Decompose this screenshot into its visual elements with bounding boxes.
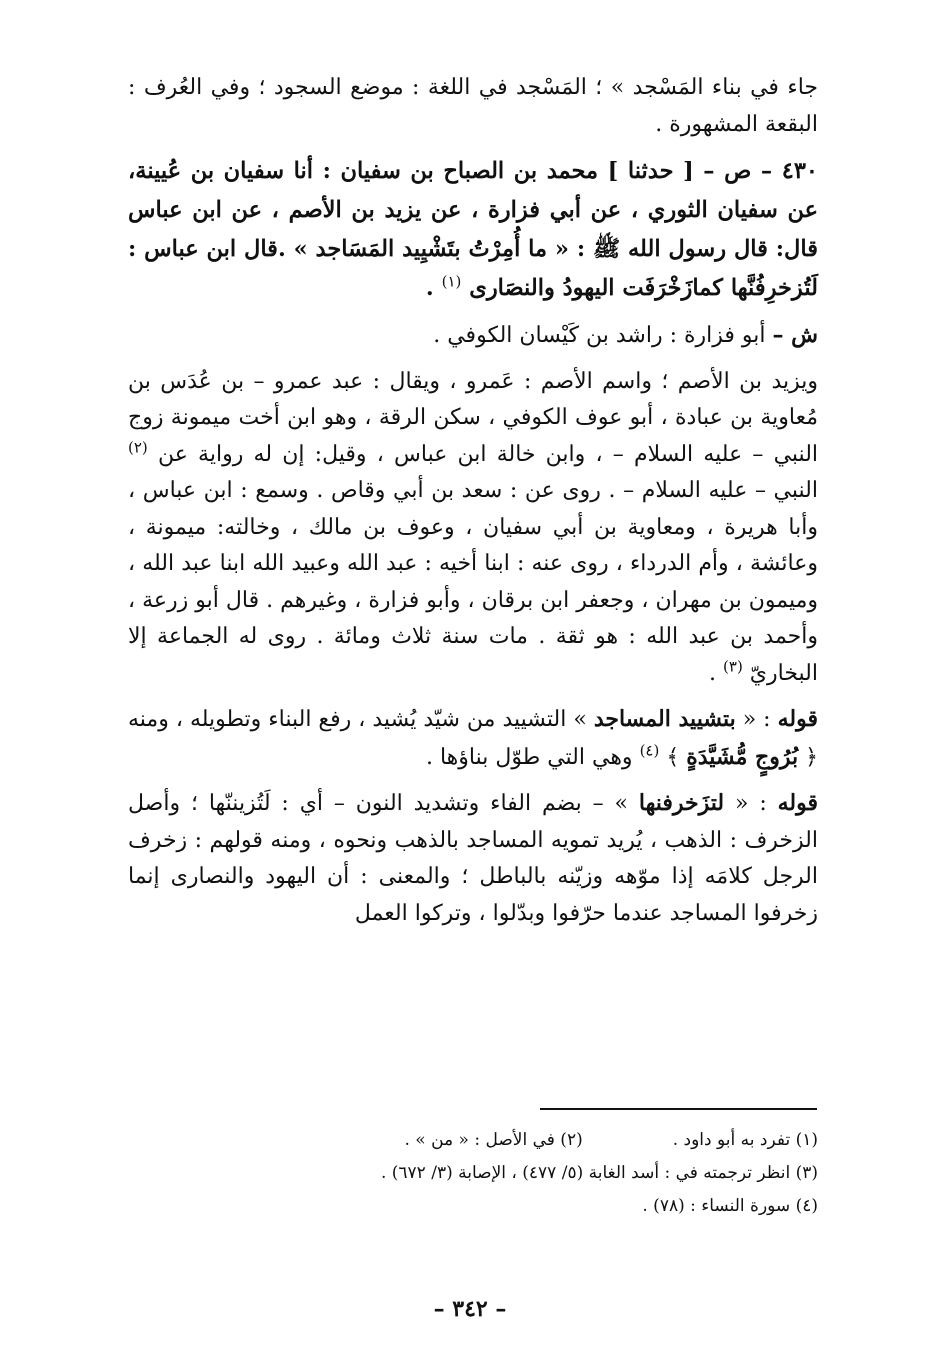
tashyid-text-3: ﴾ (666, 744, 687, 770)
paragraph-zakhrafa (128, 785, 818, 932)
footnote-3: (٣) انظر ترجمته في : أسد الغابة (٥/ ٤٧٧) ، الإصابة (٣/ ٦٧٢) . (380, 1163, 818, 1183)
qawluhu-label: قوله (777, 790, 818, 816)
paragraph-sharh (128, 317, 818, 355)
footnote-separator (540, 1108, 817, 1110)
biography-text-1: ويزيد بن الأصم ؛ واسم الأصم : عَمرو ، ويقال : عبد عمرو – بن عُدَس بن مُعاوية بن عبادة ، أبو عوف الكوفي ، سكن الرقة ، وهو ابن أخت ميمونة زوج النبي – عليه السلام – ، وابن خالة ابن عباس ، وقيل: إن له رواية عن (128, 368, 819, 467)
footnote-2: (٢) في الأصل : « من » . (404, 1130, 583, 1150)
hadith-text: ٤٣٠ – ص – [ حدثنا ] محمد بن الصباح بن سفيان : أنا سفيان بن عُيينة، عن سفيان الثوري ، عن أبي فزارة ، عن يزيد بن الأصم ، عن ابن عباس قال: قال رسول الله ﷺ : « ما أُمِرْتُ بتَشْيِيد المَسَاجد » .قال ابن عباس : لَتُزخرِفُنَّها كمازَخْرَفَت اليهودُ والنصَارى (128, 158, 818, 301)
footnote-ref-1: (١) (441, 272, 462, 291)
footnote-ref-2: (٢) (128, 438, 148, 457)
hadith-end: . (425, 275, 442, 301)
tashyid-text-2: » التشييد من شيّد يُشيد ، رفع البناء وتطويله ، ومنه ﴿ (128, 707, 818, 770)
footnote-ref-4: (٤) (639, 741, 660, 760)
main-text (128, 70, 818, 932)
quoted-term: لتزَخرفنها (638, 790, 725, 816)
footnotes (200, 1124, 818, 1223)
qawluhu-label: قوله (777, 706, 818, 732)
paragraph-biography (128, 364, 818, 693)
paragraph-intro: جاء في بناء المَسْجد » ؛ المَسْجد في اللغة : موضع السجود ؛ وفي العُرف : البقعة المشهورة . (128, 75, 818, 137)
biography-end: . (709, 660, 724, 686)
zakhrafa-text-1: : « (724, 791, 778, 816)
zakhrafa-text-2: » – بضم الفاء وتشديد النون – أي : لَتُزيننّها ؛ وأصل الزخرف : الذهب ، يُريد تمويه المساجد بالذهب ونحوه ، ومنه قولهم : زخرف الرجل كلامَه إذا موّهه وزيّنه بالباطل ؛ والمعنى : أن اليهود والنصارى إنما زخرفوا المساجد عندما حرّفوا وبدّلوا ، وتركوا العمل (128, 791, 818, 926)
paragraph-tashyid (128, 701, 818, 776)
paragraph-hadith (128, 152, 818, 308)
footnote-ref-3: (٣) (723, 657, 743, 676)
footnote-1: (١) تفرد به أبو داود . (672, 1130, 818, 1150)
sharh-text: أبو فزارة : راشد بن كَيْسان الكوفي . (433, 323, 773, 348)
quoted-term: بتشييد المساجد (593, 706, 736, 732)
biography-text-2: النبي – عليه السلام – . روى عن : سعد بن أبي وقاص . وسمع : ابن عباس ، وأبا هريرة ، ومعاوية بن أبي سفيان ، وعوف بن مالك ، وخالته: ميمونة ، وعائشة ، وأم الدرداء ، روى عنه : ابنا أخيه : عبد الله وعبيد الله ابنا عبد الله ، وميمون بن مهران ، وجعفر ابن برقان ، وأبو فزارة ، وغيرهم . قال أبو زرعة ، وأحمد بن عبد الله : هو ثقة . مات سنة ثلاث ومائة . روى له الجماعة إلا البخاريّ (128, 478, 818, 686)
tashyid-text-4: وهي التي طوّل بناؤها . (425, 744, 640, 770)
sharh-marker: ش – (772, 322, 818, 348)
page-number: – ٣٤٢ – (433, 1296, 507, 1322)
footnote-row (200, 1124, 818, 1157)
footnote-4: (٤) سورة النساء : (٧٨) . (642, 1196, 818, 1216)
tashyid-text-1: : « (735, 707, 778, 732)
quran-quote: بُرُوجٍ مُّشَيَّدَةٍ (686, 743, 799, 770)
